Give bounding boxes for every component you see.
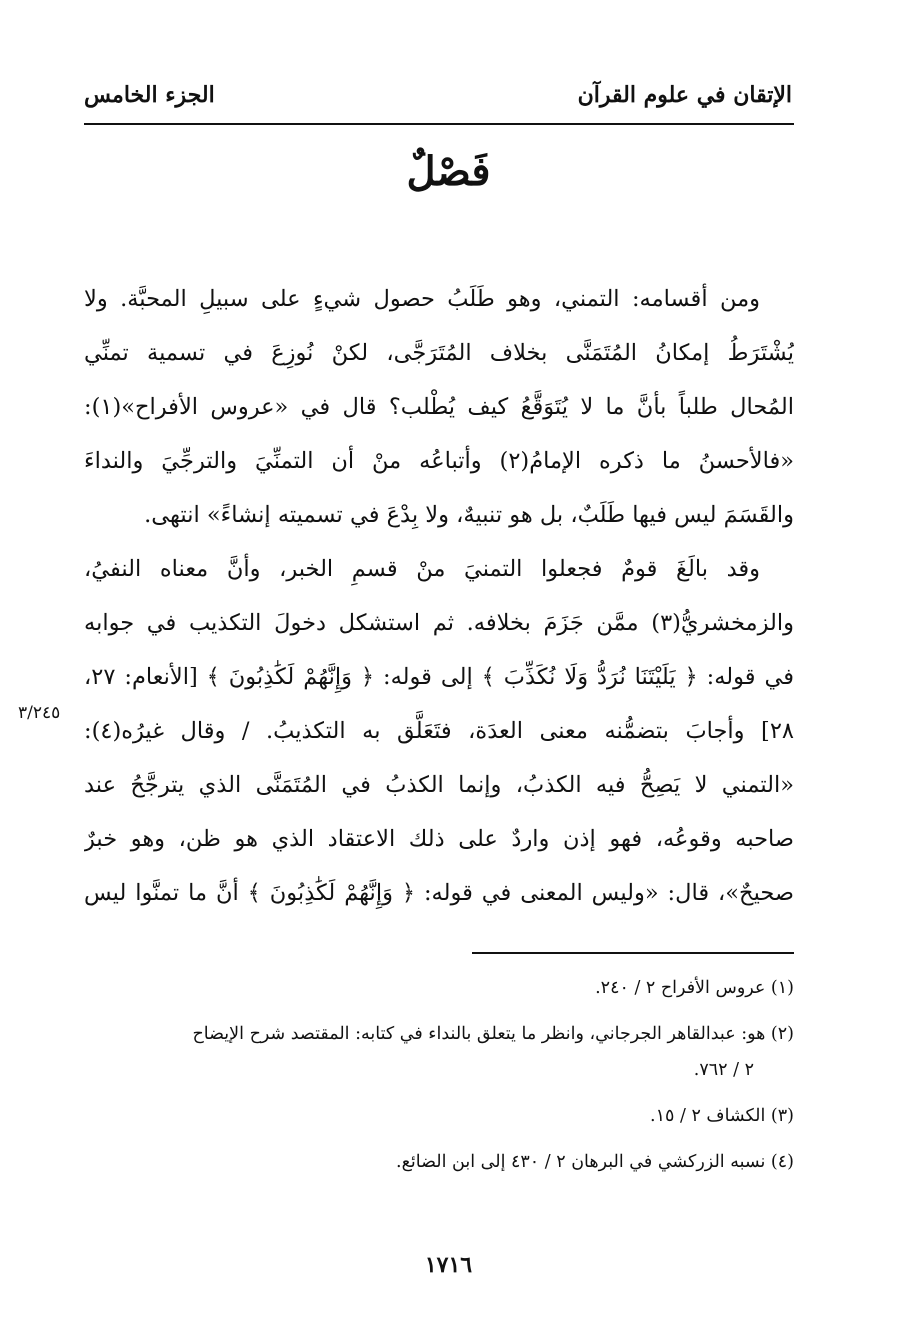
page-number: ١٧١٦: [424, 1252, 473, 1278]
footnote-continuation: ٢ / ٧٦٢.: [693, 1060, 754, 1080]
body-line: وقد بالَغَ قومٌ فجعلوا التمنيَ منْ قسمِ الخبر، وأنَّ معناه النفيُ،: [84, 556, 760, 582]
body-line: يُشْتَرَطُ إمكانُ المُتَمَنَّى بخلاف المُتَرَجَّى، لكنْ نُوزِعَ في تسمية تمنِّي: [84, 340, 794, 366]
body-line: المُحال طلباً بأنَّ ما لا يُتَوَقَّعُ كيف يُطْلب؟ قال في «عروس الأفراح»(١):: [84, 394, 794, 420]
page-header: [84, 82, 792, 122]
footnote: (٢) هو: عبدالقاهر الجرجاني، وانظر ما يتعلق بالنداء في كتابه: المقتصد شرح الإيضاح: [192, 1024, 794, 1044]
footnotes: [84, 970, 794, 1180]
body-line: في قوله: ﴿ يَلَيْتَنَا نُرَدُّ وَلَا نُكَذِّبَ ﴾ إلى قوله: ﴿ وَإِنَّهُمْ لَكَٰذِبُونَ ﴾ [الأنعام: ٢٧،: [84, 664, 794, 690]
body-line: صحيحٌ»، قال: «وليس المعنى في قوله: ﴿ وَإِنَّهُمْ لَكَٰذِبُونَ ﴾ أنَّ ما تمنَّوا ليس: [84, 880, 794, 906]
footnote: (٣) الكشاف ٢ / ١٥.: [650, 1106, 794, 1126]
body-line: «التمني لا يَصِحُّ فيه الكذبُ، وإنما الكذبُ في المُتَمَنَّى الذي يترجَّحُ عند: [84, 772, 794, 798]
footnote: (١) عروس الأفراح ٢ / ٢٤٠.: [595, 978, 794, 998]
footnote-rule: [472, 952, 794, 954]
body-line: والزمخشريُّ(٣) ممَّن جَزَمَ بخلافه. ثم استشكل دخولَ التكذيب في جوابه: [84, 610, 794, 636]
running-title: الإتقان في علوم القرآن: [577, 82, 792, 108]
body-line: ومن أقسامه: التمني، وهو طَلَبُ حصول شيءٍ على سبيلِ المحبَّة. ولا: [84, 286, 760, 312]
body-line: ٢٨] وأجابَ بتضمُّنه معنى العدَة، فتَعَلَّق به التكذيبُ. / وقال غيرُه(٤):: [84, 718, 794, 744]
section-title: فَصْلٌ: [406, 148, 491, 195]
header-rule: [84, 123, 794, 125]
footnote: (٤) نسبه الزركشي في البرهان ٢ / ٤٣٠ إلى ابن الضائع.: [396, 1152, 794, 1172]
body-line: صاحبه وقوعُه، فهو إذن واردٌ على ذلك الاعتقاد الذي هو ظن، وهو خبرٌ: [84, 826, 794, 852]
part-label: الجزء الخامس: [84, 82, 215, 108]
body-line: والقَسَمَ ليس فيها طَلَبٌ، بل هو تنبيهٌ، ولا بِدْعَ في تسميته إنشاءً» انتهى.: [144, 502, 794, 528]
margin-page-reference: ٣/٢٤٥: [18, 703, 61, 723]
body-text: [84, 272, 794, 920]
body-line: «فالأحسنُ ما ذكره الإمامُ(٢) وأتباعُه منْ أن التمنِّيَ والترجِّيَ والنداءَ: [84, 448, 794, 474]
